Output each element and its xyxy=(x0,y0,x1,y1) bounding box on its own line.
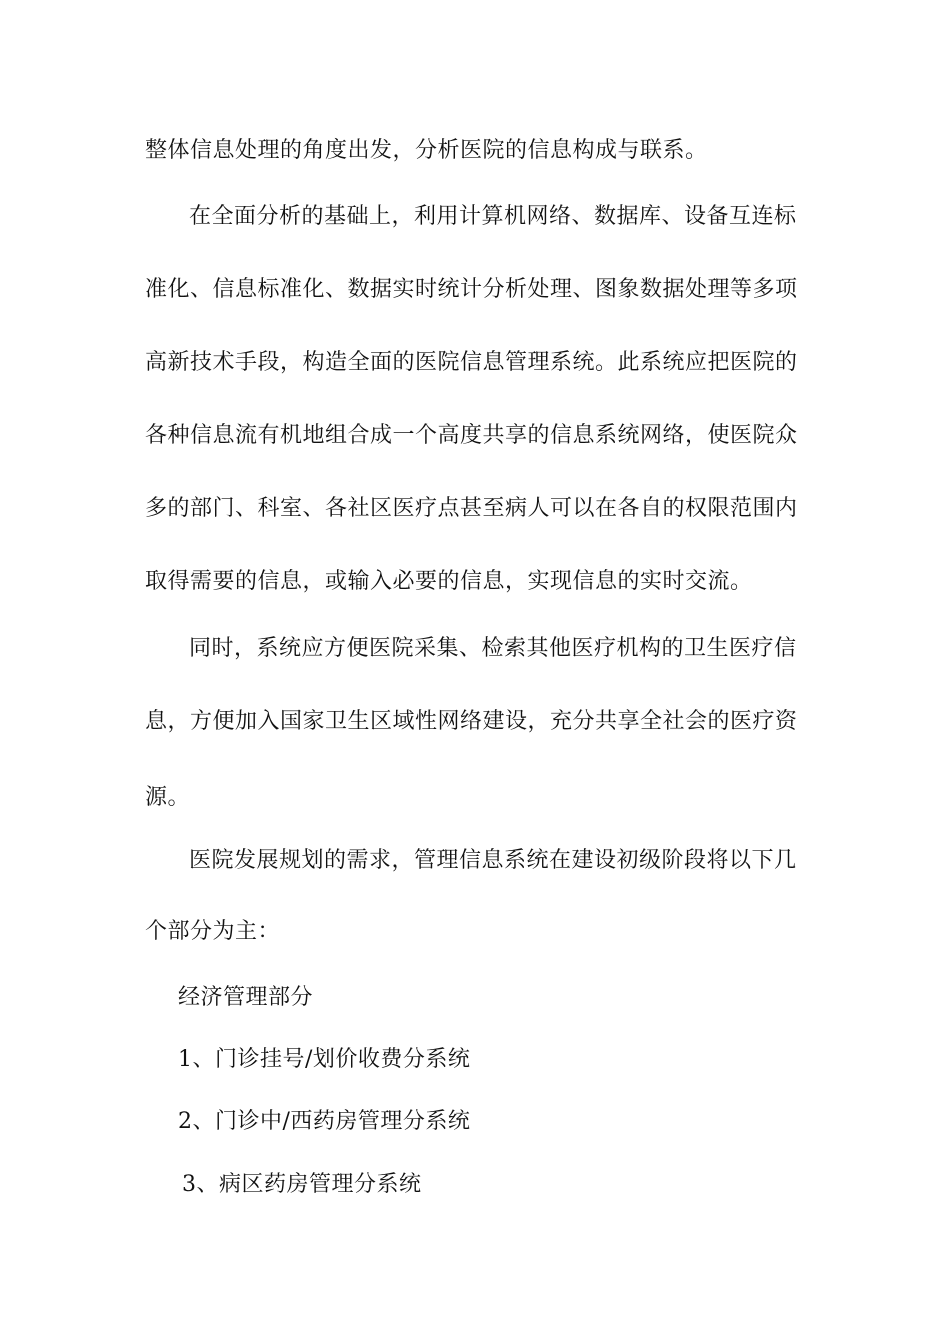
paragraph-line-8: 同时，系统应方便医院采集、检索其他医疗机构的卫生医疗信 xyxy=(189,636,797,661)
list-item-1: 1、门诊挂号/划价收费分系统 xyxy=(178,1047,471,1072)
paragraph-line-2: 在全面分析的基础上，利用计算机网络、数据库、设备互连标 xyxy=(189,204,797,229)
section-heading: 经济管理部分 xyxy=(178,985,314,1010)
paragraph-line-11: 医院发展规划的需求，管理信息系统在建设初级阶段将以下几 xyxy=(189,848,797,873)
paragraph-line-7: 取得需要的信息，或输入必要的信息，实现信息的实时交流。 xyxy=(145,569,753,594)
paragraph-line-9: 息，方便加入国家卫生区域性网络建设，充分共享全社会的医疗资 xyxy=(145,709,798,734)
list-item-2: 2、门诊中/西药房管理分系统 xyxy=(178,1109,471,1134)
paragraph-line-3: 准化、信息标准化、数据实时统计分析处理、图象数据处理等多项 xyxy=(145,277,798,302)
paragraph-line-5: 各种信息流有机地组合成一个高度共享的信息系统网络，使医院众 xyxy=(145,423,798,448)
paragraph-line-1: 整体信息处理的角度出发，分析医院的信息构成与联系。 xyxy=(145,138,708,163)
paragraph-line-4: 高新技术手段，构造全面的医院信息管理系统。此系统应把医院的 xyxy=(145,350,798,375)
list-item-3: 3、病区药房管理分系统 xyxy=(182,1172,422,1197)
paragraph-line-6: 多的部门、科室、各社区医疗点甚至病人可以在各自的权限范围内 xyxy=(145,496,798,521)
paragraph-line-12: 个部分为主： xyxy=(145,919,281,944)
paragraph-line-10: 源。 xyxy=(145,785,191,810)
